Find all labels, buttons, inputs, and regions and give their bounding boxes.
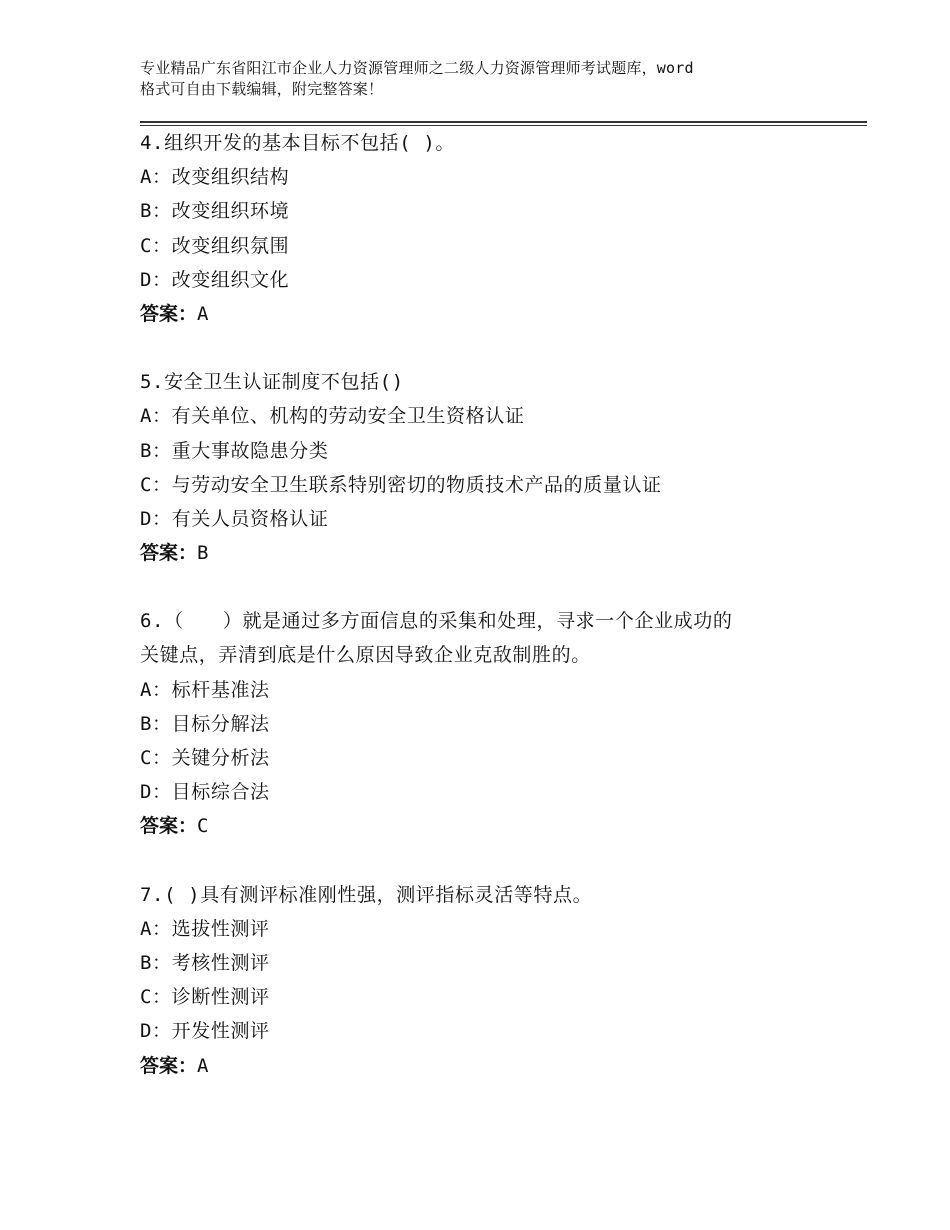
option-a: A：改变组织结构 xyxy=(140,166,290,189)
option-a: A：标杆基准法 xyxy=(140,678,270,701)
option-b: B：目标分解法 xyxy=(140,712,270,735)
answer-label: 答案： xyxy=(140,1054,198,1077)
question-stem-continued: 关键点，弄清到底是什么原因导致企业克敌制胜的。 xyxy=(140,644,591,667)
question-5 xyxy=(140,365,840,570)
option-a: A：选拔性测评 xyxy=(140,917,270,940)
answer-label: 答案： xyxy=(140,302,198,325)
question-4 xyxy=(140,126,840,331)
answer-value: A xyxy=(197,302,209,325)
option-c: C：改变组织氛围 xyxy=(140,234,290,257)
answer-label: 答案： xyxy=(140,815,198,838)
answer-label: 答案： xyxy=(140,542,198,565)
question-list xyxy=(140,126,840,1117)
option-d: D：目标综合法 xyxy=(140,781,270,804)
question-stem: 4.组织开发的基本目标不包括( )。 xyxy=(140,132,455,154)
answer-line xyxy=(140,1049,840,1083)
question-6 xyxy=(140,604,840,843)
answer-value: B xyxy=(197,542,209,565)
header-line-1: 专业精品广东省阳江市企业人力资源管理师之二级人力资源管理师考试题库，word xyxy=(140,59,694,77)
question-stem: 5.安全卫生认证制度不包括() xyxy=(140,371,404,394)
answer-value: A xyxy=(197,1054,209,1077)
answer-line xyxy=(140,809,840,843)
answer-value: C xyxy=(197,815,209,838)
answer-line xyxy=(140,297,840,331)
question-7 xyxy=(140,878,840,1083)
option-b: B：考核性测评 xyxy=(140,951,270,974)
option-a: A：有关单位、机构的劳动安全卫生资格认证 xyxy=(140,405,525,428)
option-b: B：改变组织环境 xyxy=(140,200,290,223)
document-header xyxy=(140,58,840,100)
question-stem: 7.( )具有测评标准刚性强，测评指标灵活等特点。 xyxy=(140,883,593,906)
option-c: C：关键分析法 xyxy=(140,747,270,769)
option-d: D：有关人员资格认证 xyxy=(140,507,329,530)
option-d: D：改变组织文化 xyxy=(140,268,290,291)
option-c: C：诊断性测评 xyxy=(140,986,270,1009)
header-line-2: 格式可自由下载编辑，附完整答案！ xyxy=(140,80,384,98)
question-stem: 6.（ ）就是通过多方面信息的采集和处理，寻求一个企业成功的 xyxy=(140,610,733,633)
option-c: C：与劳动安全卫生联系特别密切的物质技术产品的质量认证 xyxy=(140,473,662,496)
option-d: D：开发性测评 xyxy=(140,1020,270,1043)
header-divider-thick xyxy=(140,121,867,123)
answer-line xyxy=(140,536,840,570)
option-b: B：重大事故隐患分类 xyxy=(140,439,329,462)
